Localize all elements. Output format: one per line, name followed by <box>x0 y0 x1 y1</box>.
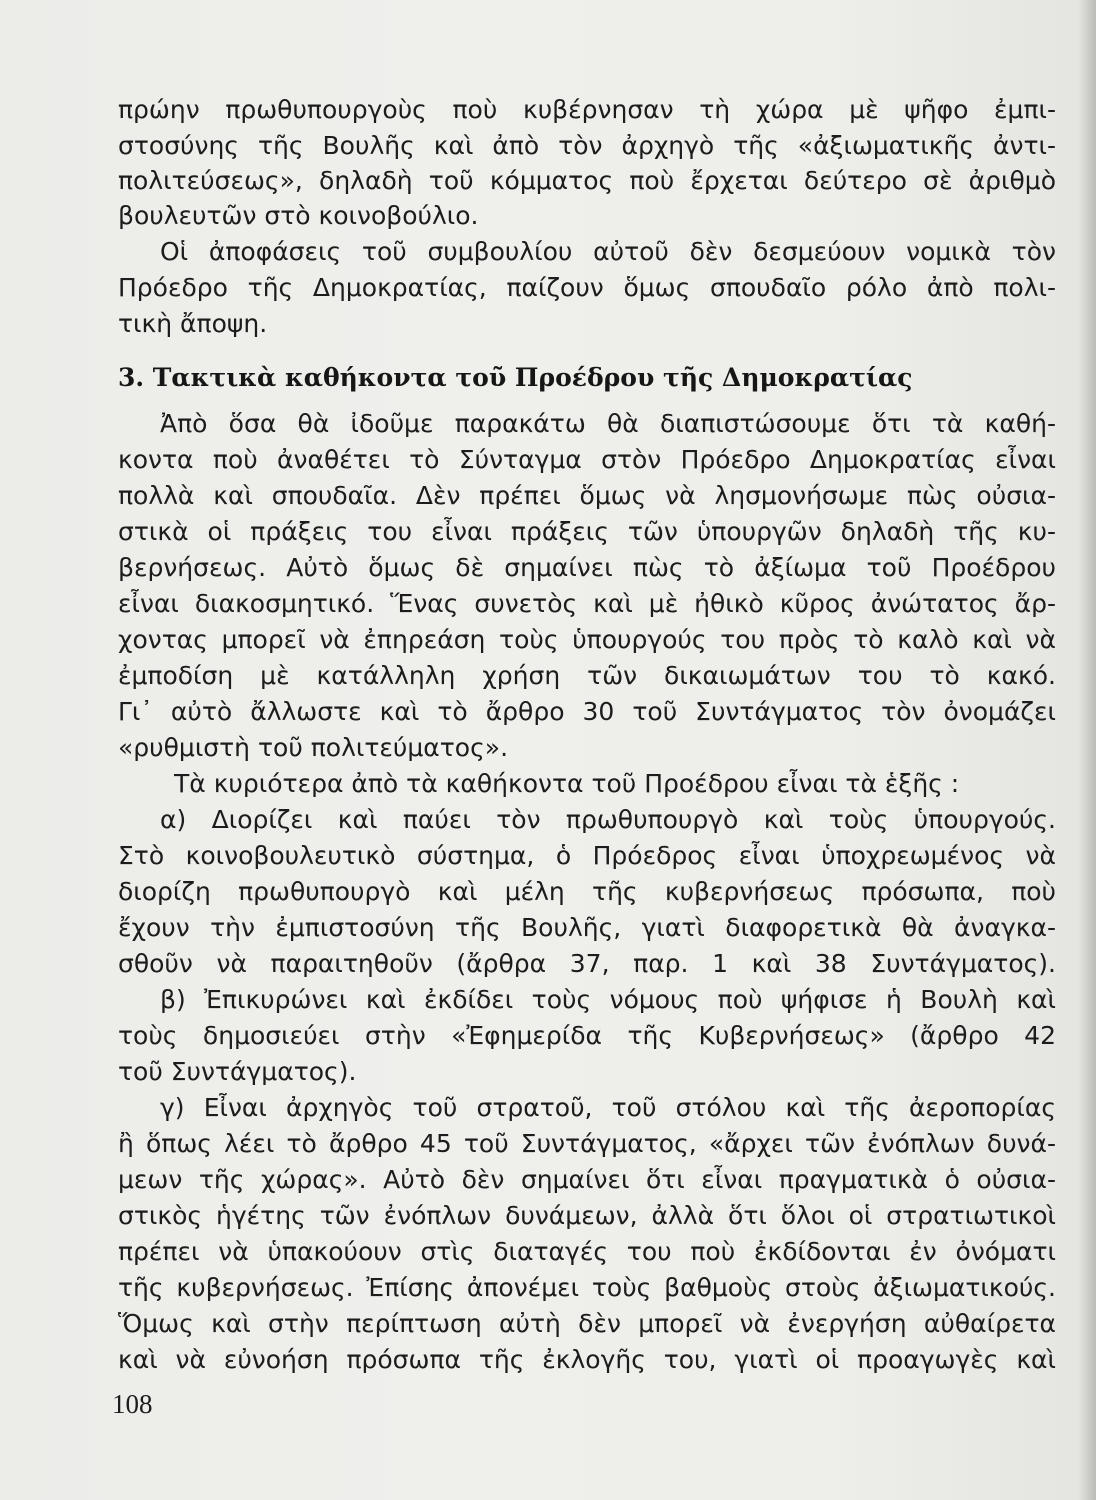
text-line: «ρυθμιστὴ τοῦ πολιτεύματος». <box>118 733 509 762</box>
list-item-c-line: στικὸς ἡγέτης τῶν ἐνόπλων δυνάμεων, ἀλλὰ ὅτι ὅλοι οἱ στρατιωτικοὶ <box>118 1201 1056 1230</box>
text-line: Οἱ ἀποφάσεις τοῦ συμβουλίου αὐτοῦ δὲν δεσμεύουν νομικὰ τὸν <box>160 237 1056 266</box>
text-line: τικὴ ἄποψη. <box>118 309 268 338</box>
page-number: 108 <box>112 1389 153 1419</box>
text-line: Τὰ κυριότερα ἀπὸ τὰ καθήκοντα τοῦ Προέδρου εἶναι τὰ ἑξῆς : <box>174 769 960 798</box>
list-item-b-line: τοὺς δημοσιεύει στὴν «Ἐφημερίδα τῆς Κυβερνήσεως» (ἄρθρο 42 <box>118 1021 1056 1050</box>
list-item-c-line: Ὅμως καὶ στὴν περίπτωση αὐτὴ δὲν μπορεῖ νὰ ἐνεργήση αὐθαίρετα <box>118 1309 1056 1338</box>
text-line: βερνήσεως. Αὐτὸ ὅμως δὲ σημαίνει πὼς τὸ ἀξίωμα τοῦ Προέδρου <box>118 553 1056 582</box>
text-line: χοντας μπορεῖ νὰ ἐπηρεάση τοὺς ὑπουργούς του πρὸς τὸ καλὸ καὶ νὰ <box>118 625 1056 654</box>
list-item-a-line: Στὸ κοινοβουλευτικὸ σύστημα, ὁ Πρόεδρος εἶναι ὑποχρεωμένος νὰ <box>118 841 1056 870</box>
text-line: Πρόεδρο τῆς Δημοκρατίας, παίζουν ὅμως σπουδαῖο ρόλο ἀπὸ πολι- <box>118 273 1056 302</box>
text-line: στοσύνης τῆς Βουλῆς καὶ ἀπὸ τὸν ἀρχηγὸ τῆς «ἀξιωματικῆς ἀντι- <box>118 131 1056 160</box>
list-item-c-line: τῆς κυβερνήσεως. Ἐπίσης ἀπονέμει τοὺς βαθμοὺς στοὺς ἀξιωματικούς. <box>118 1273 1056 1302</box>
list-item-a-line: α) Διορίζει καὶ παύει τὸν πρωθυπουργὸ καὶ τοὺς ὑπουργούς. <box>160 805 1056 834</box>
list-item-b-line: β) Ἐπικυρώνει καὶ ἐκδίδει τοὺς νόμους ποὺ ψήφισε ἡ Βουλὴ καὶ <box>160 985 1056 1014</box>
list-item-c-line: καὶ νὰ εὐνοήση πρόσωπα τῆς ἐκλογῆς του, γιατὶ οἱ προαγωγὲς καὶ <box>118 1345 1056 1374</box>
list-item-c-line: ἢ ὅπως λέει τὸ ἄρθρο 45 τοῦ Συντάγματος, «ἄρχει τῶν ἐνόπλων δυνά- <box>118 1129 1056 1158</box>
list-item-b-line: τοῦ Συντάγματος). <box>118 1057 357 1086</box>
text-line: βουλευτῶν στὸ κοινοβούλιο. <box>118 201 479 230</box>
text-line: πολλὰ καὶ σπουδαῖα. Δὲν πρέπει ὅμως νὰ λησμονήσωμε πὼς οὐσια- <box>118 481 1056 510</box>
list-item-c-line: γ) Εἶναι ἀρχηγὸς τοῦ στρατοῦ, τοῦ στόλου καὶ τῆς ἀεροπορίας <box>160 1093 1056 1122</box>
text-line: κοντα ποὺ ἀναθέτει τὸ Σύνταγμα στὸν Πρόεδρο Δημοκρατίας εἶναι <box>118 445 1056 474</box>
text-line: ἐμποδίση μὲ κατάλληλη χρήση τῶν δικαιωμάτων του τὸ κακό. <box>118 661 1056 690</box>
list-item-a-line: ἔχουν τὴν ἐμπιστοσύνη τῆς Βουλῆς, γιατὶ διαφορετικὰ θὰ ἀναγκα- <box>118 913 1056 942</box>
list-item-c-line: πρέπει νὰ ὑπακούουν στὶς διαταγές του ποὺ ἐκδίδονται ἐν ὀνόματι <box>118 1237 1056 1266</box>
list-item-c-line: μεων τῆς χώρας». Αὐτὸ δὲν σημαίνει ὅτι εἶναι πραγματικὰ ὁ οὐσια- <box>118 1165 1056 1194</box>
text-line: Ἀπὸ ὅσα θὰ ἰδοῦμε παρακάτω θὰ διαπιστώσουμε ὅτι τὰ καθή- <box>160 409 1056 438</box>
text-line: πολιτεύσεως», δηλαδὴ τοῦ κόμματος ποὺ ἔρχεται δεύτερο σὲ ἀριθμὸ <box>118 166 1056 195</box>
text-line: στικὰ οἱ πράξεις του εἶναι πράξεις τῶν ὑπουργῶν δηλαδὴ τῆς κυ- <box>118 517 1056 546</box>
list-item-a-line: σθοῦν νὰ παραιτηθοῦν (ἄρθρα 37, παρ. 1 καὶ 38 Συντάγματος). <box>118 949 1056 978</box>
list-item-a-line: διορίζη πρωθυπουργὸ καὶ μέλη τῆς κυβερνήσεως πρόσωπα, ποὺ <box>118 877 1056 906</box>
text-line: Γι᾿ αὐτὸ ἄλλωστε καὶ τὸ ἄρθρο 30 τοῦ Συντάγματος τὸν ὀνομάζει <box>118 697 1056 726</box>
text-line: πρώην πρωθυπουργοὺς ποὺ κυβέρνησαν τὴ χώρα μὲ ψῆφο ἐμπι- <box>118 95 1056 124</box>
text-line: εἶναι διακοσμητικό. Ἕνας συνετὸς καὶ μὲ ἠθικὸ κῦρος ἀνώτατος ἄρ- <box>118 589 1056 618</box>
section-heading: 3. Τακτικὰ καθήκοντα τοῦ Προέδρου τῆς Δημοκρατίας <box>118 363 913 392</box>
